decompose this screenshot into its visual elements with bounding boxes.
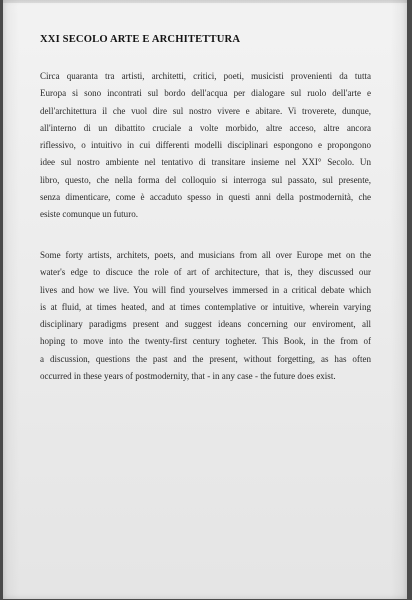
text-line: idee sul nostro ambiente nel tentativo di transitare insieme nel XXI° Secolo. Un: [40, 157, 371, 168]
text-line: lives and how we live. You will find yourselves immersed in a critical debate which: [40, 284, 371, 295]
text-line: is at fluid, at times heated, and at times contemplative or intuitive, wherein varying: [40, 301, 371, 312]
italian-paragraph: [40, 68, 371, 224]
text-line: occurred in these years of postmodernity, that - in any case - the future does exist.: [40, 371, 336, 382]
text-line: Circa quaranta tra artisti, architetti, critici, poeti, musicisti provenienti da tutta: [40, 71, 371, 81]
page-edge-shadow: [3, 0, 407, 3]
text-line: esiste comunque un futuro.: [40, 209, 138, 220]
text-line: all'interno di un dibattito cruciale a volte morbido, altre acceso, altre ancora: [40, 122, 371, 133]
page-title: XXI SECOLO ARTE E ARCHITETTURA: [40, 34, 241, 45]
text-line: libro, questo, che nella forma del colloquio si interroga sul passato, sul presente,: [40, 174, 371, 185]
text-line: water's edge to discuce the role of art of architecture, that is, they discussed our: [40, 267, 371, 278]
text-line: Some forty artists, architets, poets, and musicians from all over Europe met on the: [40, 250, 371, 260]
text-line: a discussion, questions the past and the present, without forgetting, as has often: [40, 353, 371, 364]
text-line: hoping to move into the twenty-first century togheter. This Book, in the from of: [40, 336, 371, 347]
text-line: riflessivo, o intuitivo in cui differenti modelli disciplinari espongono e propongono: [40, 140, 371, 151]
text-line: senza dimenticare, come è accaduto spesso in questi anni della postmodernità, che: [40, 192, 371, 203]
document-page: [3, 0, 407, 599]
text-line: dell'architettura il che vuol dire sul nostro vivere e abitare. Vi troverete, dunque,: [40, 105, 371, 116]
text-line: disciplinary paradigms present and suggest ideans concerning our enviroment, all: [40, 319, 371, 330]
text-line: Europa si sono incontrati sul bordo dell'acqua per dialogare sul ruolo dell'arte e: [40, 88, 371, 99]
english-paragraph: [40, 247, 371, 385]
